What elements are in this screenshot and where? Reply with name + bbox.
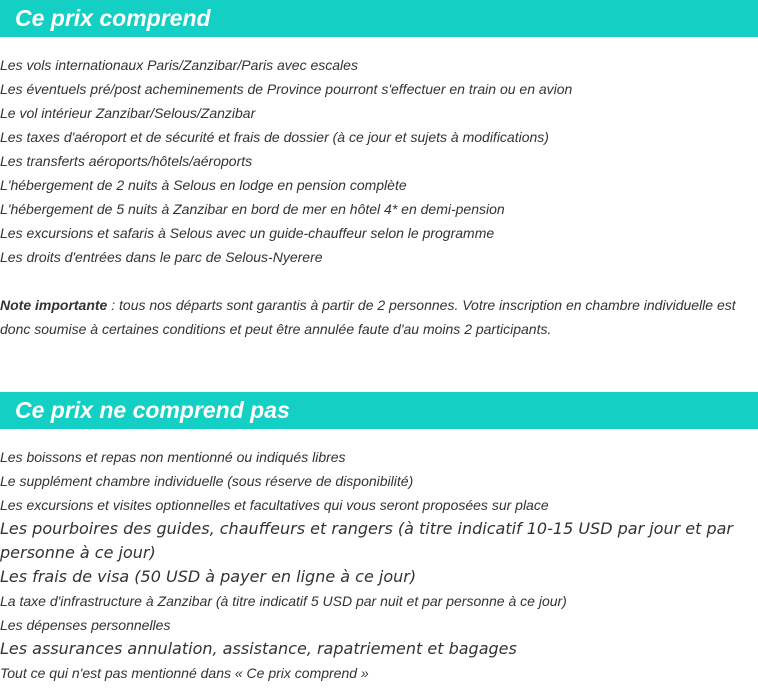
- price-excludes-header: [0, 392, 758, 429]
- important-note-label: Note importante: [0, 297, 108, 313]
- list-item: Le vol intérieur Zanzibar/Selous/Zanzibar: [0, 105, 256, 121]
- list-item: Les assurances annulation, assistance, rapatriement et bagages: [0, 639, 517, 658]
- list-item: Les transferts aéroports/hôtels/aéroports: [0, 153, 253, 169]
- list-item: L'hébergement de 2 nuits à Selous en lodge en pension complète: [0, 177, 407, 193]
- important-note-text: : tous nos départs sont garantis à partir de 2 personnes. Votre inscription en chambre individuelle est donc soumise à certaines conditions et peut être annulée faute d'au moins 2 participants.: [0, 297, 736, 337]
- important-note: [0, 293, 758, 341]
- price-includes-title: Ce prix comprend: [15, 5, 211, 31]
- list-item: Les excursions et safaris à Selous avec un guide-chauffeur selon le programme: [0, 225, 495, 241]
- list-item: Les taxes d'aéroport et de sécurité et frais de dossier (à ce jour et sujets à modifications): [0, 129, 549, 145]
- list-item: Les pourboires des guides, chauffeurs et rangers (à titre indicatif 10-15 USD par jour et par personne à ce jour): [0, 519, 734, 562]
- list-item: Tout ce qui n'est pas mentionné dans « Ce prix comprend »: [0, 665, 369, 681]
- list-item: L'hébergement de 5 nuits à Zanzibar en bord de mer en hôtel 4* en demi-pension: [0, 201, 505, 217]
- price-excludes-title: Ce prix ne comprend pas: [15, 397, 290, 423]
- list-item: Les dépenses personnelles: [0, 617, 171, 633]
- price-excludes-section: [0, 392, 758, 685]
- list-item: Les vols internationaux Paris/Zanzibar/Paris avec escales: [0, 57, 358, 73]
- list-item: Les éventuels pré/post acheminements de Province pourront s'effectuer en train ou en avion: [0, 81, 573, 97]
- price-includes-list: [0, 53, 758, 269]
- list-item: La taxe d'infrastructure à Zanzibar (à titre indicatif 5 USD par nuit et par personne à ce jour): [0, 593, 567, 609]
- price-excludes-list: [0, 445, 758, 685]
- price-includes-section: [0, 0, 758, 341]
- list-item: Les excursions et visites optionnelles et facultatives qui vous seront proposées sur place: [0, 497, 549, 513]
- price-includes-header: [0, 0, 758, 37]
- list-item: Les frais de visa (50 USD à payer en ligne à ce jour): [0, 567, 417, 586]
- list-item: Les droits d'entrées dans le parc de Selous-Nyerere: [0, 249, 323, 265]
- list-item: Le supplément chambre individuelle (sous réserve de disponibilité): [0, 473, 414, 489]
- list-item: Les boissons et repas non mentionné ou indiqués libres: [0, 449, 346, 465]
